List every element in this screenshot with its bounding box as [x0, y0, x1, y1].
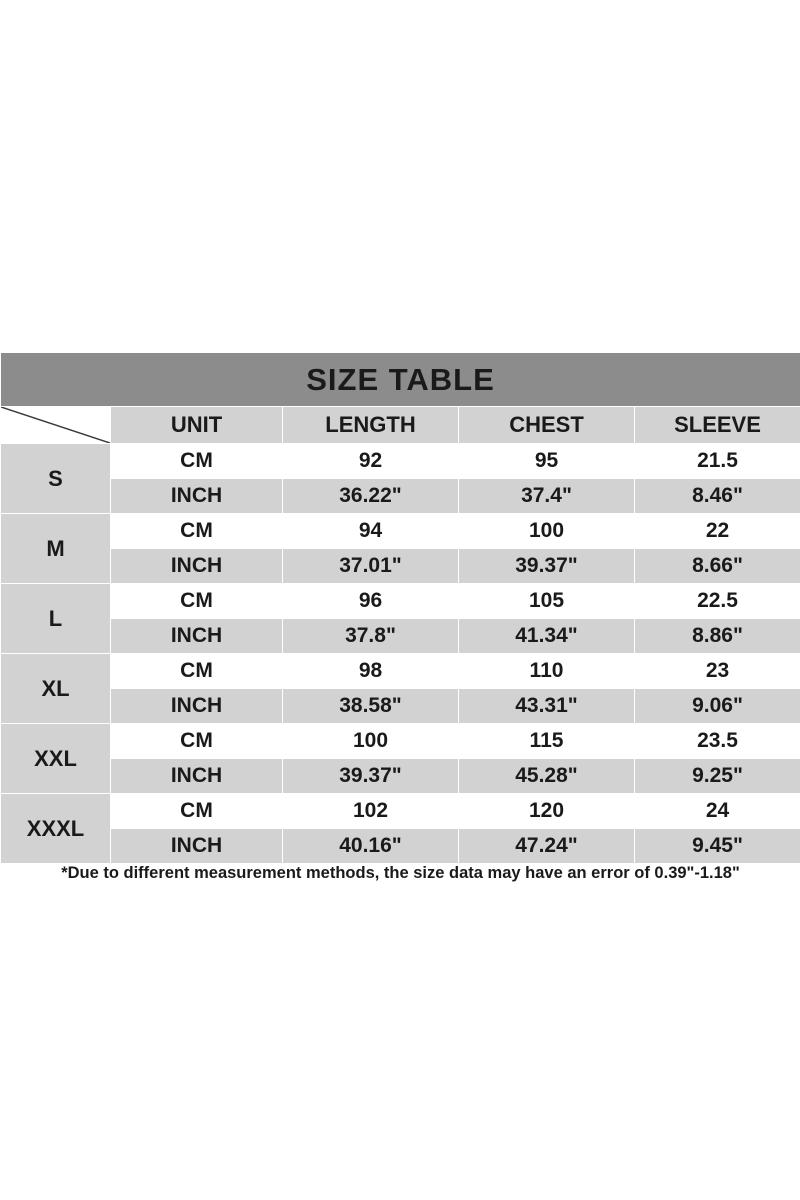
- length-value: 94: [283, 514, 459, 549]
- chest-value: 45.28": [459, 759, 635, 794]
- chest-value: 105: [459, 584, 635, 619]
- unit-label: INCH: [111, 759, 283, 794]
- unit-label: INCH: [111, 549, 283, 584]
- table-row: [1, 584, 800, 619]
- unit-label: INCH: [111, 619, 283, 654]
- chest-value: 41.34": [459, 619, 635, 654]
- chest-value: 100: [459, 514, 635, 549]
- table-row: [1, 759, 800, 794]
- size-label: XXXL: [1, 794, 111, 864]
- length-value: 38.58": [283, 689, 459, 724]
- unit-label: CM: [111, 794, 283, 829]
- chest-value: 39.37": [459, 549, 635, 584]
- length-value: 36.22": [283, 479, 459, 514]
- sleeve-value: 21.5: [635, 444, 800, 479]
- size-table: [0, 352, 800, 884]
- table-row: [1, 654, 800, 689]
- unit-label: CM: [111, 584, 283, 619]
- page-title: SIZE TABLE: [1, 353, 800, 407]
- unit-label: CM: [111, 654, 283, 689]
- table-row: [1, 549, 800, 584]
- size-table-container: [0, 352, 800, 884]
- sleeve-value: 8.86": [635, 619, 800, 654]
- column-header-length: LENGTH: [283, 407, 459, 444]
- sleeve-value: 9.25": [635, 759, 800, 794]
- table-row: [1, 724, 800, 759]
- chest-value: 47.24": [459, 829, 635, 864]
- unit-label: CM: [111, 514, 283, 549]
- size-label: S: [1, 444, 111, 514]
- sleeve-value: 9.06": [635, 689, 800, 724]
- unit-label: INCH: [111, 829, 283, 864]
- chest-value: 43.31": [459, 689, 635, 724]
- length-value: 37.8": [283, 619, 459, 654]
- length-value: 100: [283, 724, 459, 759]
- length-value: 102: [283, 794, 459, 829]
- length-value: 40.16": [283, 829, 459, 864]
- chest-value: 37.4": [459, 479, 635, 514]
- length-value: 39.37": [283, 759, 459, 794]
- sleeve-value: 9.45": [635, 829, 800, 864]
- length-value: 92: [283, 444, 459, 479]
- size-label: XXL: [1, 724, 111, 794]
- corner-diagonal-cell: [1, 407, 111, 444]
- table-row: [1, 689, 800, 724]
- sleeve-value: 22: [635, 514, 800, 549]
- sleeve-value: 24: [635, 794, 800, 829]
- sleeve-value: 8.46": [635, 479, 800, 514]
- measurement-note: *Due to different measurement methods, the size data may have an error of 0.39"-1.18": [1, 864, 800, 884]
- unit-label: CM: [111, 724, 283, 759]
- size-label: L: [1, 584, 111, 654]
- chest-value: 115: [459, 724, 635, 759]
- table-header-row: [1, 407, 800, 444]
- unit-label: CM: [111, 444, 283, 479]
- table-row: [1, 619, 800, 654]
- unit-label: INCH: [111, 689, 283, 724]
- size-label: M: [1, 514, 111, 584]
- chest-value: 110: [459, 654, 635, 689]
- size-label: XL: [1, 654, 111, 724]
- table-row: [1, 794, 800, 829]
- table-row: [1, 479, 800, 514]
- column-header-unit: UNIT: [111, 407, 283, 444]
- chest-value: 120: [459, 794, 635, 829]
- unit-label: INCH: [111, 479, 283, 514]
- table-row: [1, 444, 800, 479]
- sleeve-value: 23: [635, 654, 800, 689]
- sleeve-value: 22.5: [635, 584, 800, 619]
- table-row: [1, 829, 800, 864]
- table-title-row: [1, 353, 800, 407]
- diagonal-line-icon: [1, 407, 110, 443]
- measurement-note-row: [1, 864, 800, 884]
- table-row: [1, 514, 800, 549]
- column-header-sleeve: SLEEVE: [635, 407, 800, 444]
- chest-value: 95: [459, 444, 635, 479]
- column-header-chest: CHEST: [459, 407, 635, 444]
- length-value: 98: [283, 654, 459, 689]
- sleeve-value: 23.5: [635, 724, 800, 759]
- length-value: 96: [283, 584, 459, 619]
- length-value: 37.01": [283, 549, 459, 584]
- sleeve-value: 8.66": [635, 549, 800, 584]
